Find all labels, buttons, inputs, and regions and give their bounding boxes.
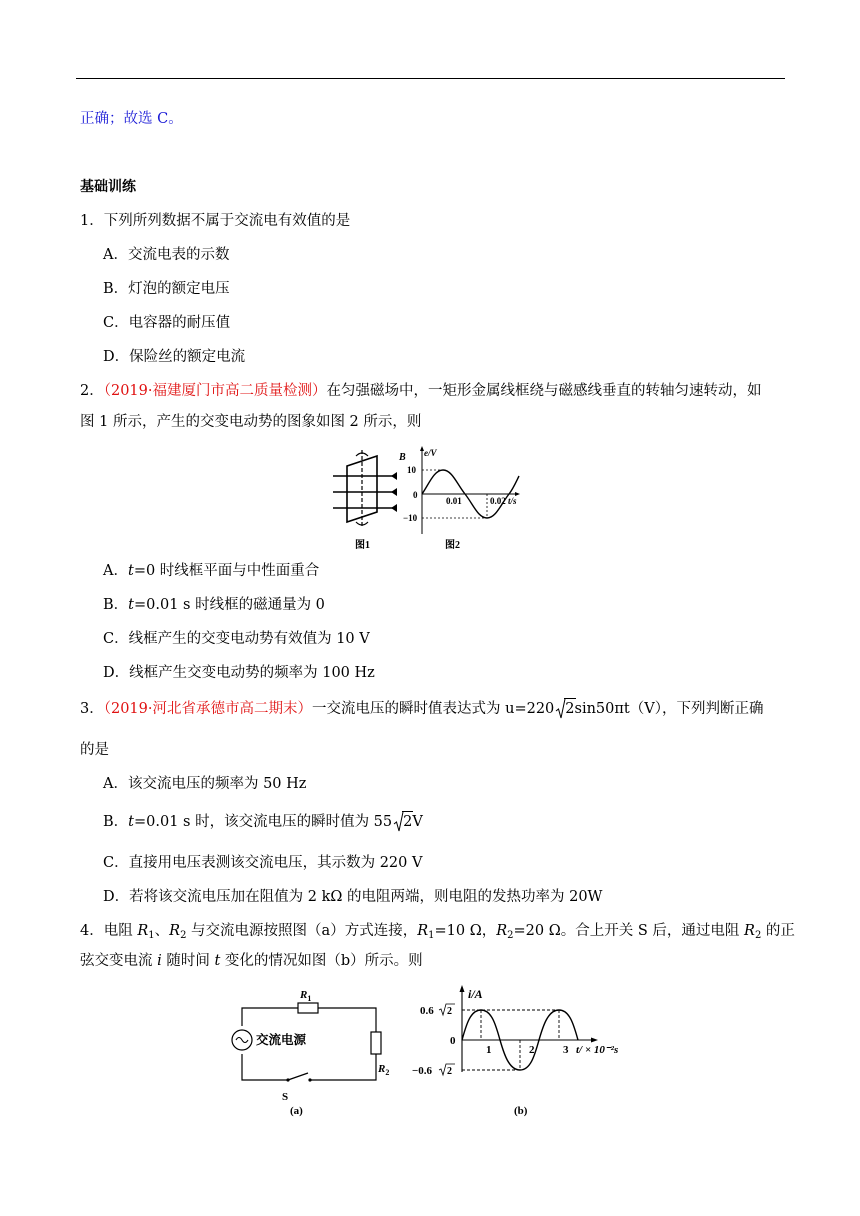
current-peak-tick: 0.6 (420, 1005, 434, 1017)
fig2-caption: 图2 (445, 540, 460, 551)
q2-stem-text: 在匀强磁场中，一矩形金属线框绕与磁感线垂直的转轴匀速转动，如 (326, 383, 762, 399)
q3-stem-line2: 的是 (80, 742, 109, 758)
q1-option-c: C．电容器的耐压值 (103, 315, 231, 331)
q2-option-c: C．线框产生的交变电动势有效值为 10 V (103, 631, 370, 647)
resistor-r1 (298, 1003, 318, 1013)
previous-answer: 正确；故选 C。 (80, 111, 183, 127)
q2-option-b: B．t=0.01 s 时线框的磁通量为 0 (103, 597, 325, 613)
q3-stem-line1: 3．（2019·河北省承德市高二期末）一交流电压的瞬时值表达式为 u=220 2sin50πt（V），下列判断正确 (80, 699, 763, 719)
q4-circuit-diagram (228, 984, 388, 1116)
q4-stem-line2: 弦交变电流 i 随时间 t 变化的情况如图（b）所示。则 (80, 953, 423, 969)
emf-negative-tick: −10 (403, 513, 418, 523)
time-tick-3: 3 (563, 1044, 569, 1056)
ac-source-label: 交流电源 (256, 1033, 307, 1047)
current-trough-tick: −0.6 (412, 1065, 433, 1077)
time-axis-label: t/ × 10⁻²s (576, 1044, 619, 1056)
fig1-caption: 图1 (355, 540, 370, 551)
q2-option-a: A．t=0 时线框平面与中性面重合 (103, 563, 320, 579)
q1-stem: 1．下列所列数据不属于交流电有效值的是 (80, 213, 351, 229)
q3-source: （2019·河北省承德市高二期末） (103, 701, 312, 717)
rotating-frame-diagram (333, 450, 406, 551)
q2-figure (325, 446, 530, 554)
field-b-label: B (399, 452, 406, 463)
svg-text:2: 2 (447, 1006, 452, 1017)
header-rule (76, 78, 785, 79)
q1-option-b: B．灯泡的额定电压 (103, 281, 230, 297)
current-zero-tick: 0 (450, 1035, 456, 1047)
time-tick-2: 2 (529, 1044, 535, 1056)
q3-option-b: B．t=0.01 s 时，该交流电压的瞬时值为 55 2V (103, 812, 423, 832)
emf-sine-graph (403, 446, 520, 551)
r2-label: $R_2$ (378, 1063, 390, 1077)
q3-option-d: D．若将该交流电压加在阻值为 2 kΩ 的电阻两端，则电阻的发热功率为 20W (103, 889, 603, 905)
q1-option-d: D．保险丝的额定电流 (103, 349, 246, 365)
q3-option-a: A．该交流电压的频率为 50 Hz (103, 776, 307, 792)
q1-option-a: A．交流电表的示数 (103, 247, 230, 263)
q4-stem-line1: 4．电阻 $R_1$、$R_2$ 与交流电源按照图（a）方式连接，$R_1=10$ Ω，$R_2=20$ Ω。合上开关 S 后，通过电阻 $R_2$ 的正 (80, 923, 795, 941)
q2-stem-line1 (80, 381, 762, 401)
q2-stem-line2: 图 1 所示，产生的交变电动势的图象如图 2 所示，则 (80, 414, 422, 430)
time-axis-label: t/s (508, 496, 517, 506)
time-tick-002: 0.02 (490, 496, 506, 506)
sqrt-symbol: 2 (394, 812, 412, 832)
section-title: 基础训练 (80, 179, 136, 195)
q2-option-d: D．线框产生交变电动势的频率为 100 Hz (103, 665, 375, 681)
figure-b-caption: (b) (514, 1105, 528, 1117)
sqrt-symbol: 2 (556, 699, 574, 719)
time-tick-1: 1 (486, 1044, 492, 1056)
switch-label: S (282, 1091, 289, 1103)
emf-axis-label: e/V (424, 448, 437, 458)
q4-current-graph (410, 984, 650, 1116)
emf-zero-tick: 0 (413, 490, 418, 500)
r1-label: $R_1$ (300, 989, 312, 1003)
q2-source: （2019·福建厦门市高二质量检测） (103, 383, 327, 399)
q3-option-c: C．直接用电压表测该交流电压，其示数为 220 V (103, 855, 423, 871)
svg-text:2: 2 (447, 1066, 452, 1077)
resistor-r2 (371, 1032, 381, 1054)
time-tick-001: 0.01 (446, 496, 462, 506)
current-axis-label: i/A (468, 987, 483, 1001)
figure-a-caption: (a) (290, 1105, 303, 1117)
q2-number: 2． (80, 383, 104, 399)
emf-positive-tick: 10 (407, 465, 416, 475)
